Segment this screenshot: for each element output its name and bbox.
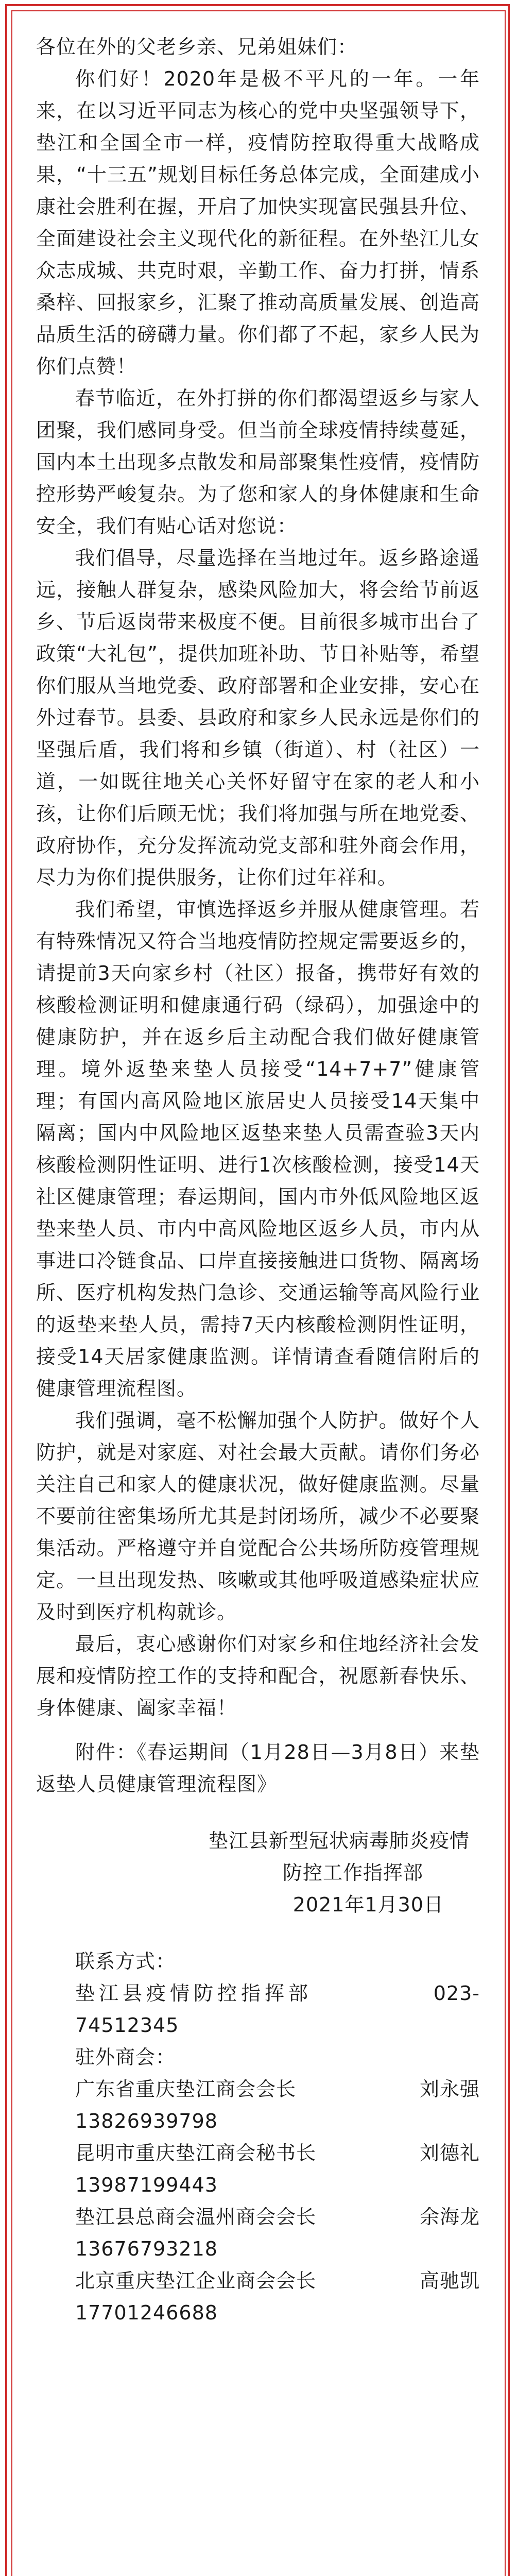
contact-name: 刘永强 [419, 2078, 480, 2100]
contact-phone: 13987199443 [75, 2174, 218, 2196]
contact-phone: 17701246688 [75, 2301, 218, 2324]
contact-org: 广东省重庆垫江商会会长 [75, 2078, 297, 2100]
contact-item [36, 2073, 480, 2105]
contacts-heading: 联系方式： [75, 1950, 176, 1973]
contact-org: 昆明市重庆垫江商会秘书长 [75, 2142, 317, 2164]
paragraph-2: 春节临近，在外打拼的你们都渴望返乡与家人团聚，我们感同身受。但当前全球疫情持续蔓延，国内本土出现多点散发和局部聚集性疫情，疫情防控形势严峻复杂。为了您和家人的身体健康和生命安全，我们有贴心话对您说： [36, 387, 480, 537]
hq-phone-rest: 74512345 [75, 2014, 179, 2037]
contact-phone: 13826939798 [75, 2110, 218, 2132]
signature-line-2: 防控工作指挥部 [282, 1861, 423, 1884]
salutation: 各位在外的父老乡亲、兄弟姐妹们： [36, 36, 358, 58]
contact-item [36, 2201, 480, 2233]
signature-date: 2021年1月30日 [292, 1893, 444, 1916]
letter-body [36, 31, 480, 2329]
contact-name: 刘德礼 [419, 2142, 480, 2164]
contact-item [36, 2265, 480, 2297]
paragraph-3: 我们倡导，尽量选择在当地过年。返乡路途遥远，接触人群复杂，感染风险加大，将会给节前返乡、节后返岗带来极度不便。目前很多城市出台了政策“大礼包”，提供加班补助、节日补贴等，希望你们服从当地党委、政府部署和企业安排，安心在外过春节。县委、县政府和家乡人民永远是你们的坚强后盾，我们将和乡镇（街道）、村（社区）一道，一如既往地关心关怀好留守在家的老人和小孩，让你们后顾无忧；我们将加强与所在地党委、政府协作，充分发挥流动党支部和驻外商会作用，尽力为你们提供服务，让你们过年祥和。 [36, 547, 480, 889]
contact-name: 高驰凯 [419, 2269, 480, 2292]
contact-org: 垫江县总商会温州商会会长 [75, 2206, 317, 2228]
paragraph-4: 我们希望，审慎选择返乡并服从健康管理。若有特殊情况又符合当地疫情防控规定需要返乡的，请提前3天向家乡村（社区）报备，携带好有效的核酸检测证明和健康通行码（绿码），加强途中的健康防护，并在返乡后主动配合我们做好健康管理。境外返垫来垫人员接受“14+7+7”健康管理；有国内高风险地区旅居史人员接受14天集中隔离；国内中风险地区返垫来垫人员需查验3天内核酸检测阴性证明、进行1次核酸检测，接受14天社区健康管理；春运期间，国内市外低风险地区返垫来垫人员、市内中高风险地区返乡人员，市内从事进口冷链食品、口岸直接接触进口货物、隔离场所、医疗机构发热门急诊、交通运输等高风险行业的返垫来垫人员，需持7天内核酸检测阴性证明，接受14天居家健康监测。详情请查看随信附后的健康管理流程图。 [36, 898, 480, 1400]
hq-phone-part: 023- [433, 1982, 480, 2005]
contact-org: 北京重庆垫江企业商会会长 [75, 2269, 317, 2292]
paragraph-6: 最后，衷心感谢你们对家乡和住地经济社会发展和疫情防控工作的支持和配合，祝愿新春快乐、身体健康、阖家幸福！ [36, 1633, 480, 1719]
paragraph-5: 我们强调，毫不松懈加强个人防护。做好个人防护，就是对家庭、对社会最大贡献。请你们务必关注自己和家人的健康状况，做好健康监测。尽量不要前往密集场所尤其是封闭场所，减少不必要聚集活动。严格遵守并自觉配合公共场所防疫管理规定。一旦出现发热、咳嗽或其他呼吸道感染症状应及时到医疗机构就诊。 [36, 1409, 480, 1623]
paragraph-1: 你们好！2020年是极不平凡的一年。一年来，在以习近平同志为核心的党中央坚强领导下，垫江和全国全市一样，疫情防控取得重大战略成果，“十三五”规划目标任务总体完成，全面建成小康社会胜利在握，开启了加快实现富民强县升位、全面建设社会主义现代化的新征程。在外垫江儿女众志成城、共克时艰，辛勤工作、奋力打拼，情系桑梓、回报家乡，汇聚了推动高质量发展、创造高品质生活的磅礴力量。你们都了不起，家乡人民为你们点赞！ [36, 67, 480, 378]
contact-phone: 13676793218 [75, 2238, 218, 2260]
signature-line-1: 垫江县新型冠状病毒肺炎疫情 [208, 1829, 470, 1852]
hq-label: 垫江县疫情防控指挥部 [75, 1982, 313, 2005]
chamber-heading: 驻外商会： [75, 2046, 176, 2069]
contact-name: 余海龙 [419, 2206, 480, 2228]
attachment-note: 附件：《春运期间（1月28日—3月8日）来垫返垫人员健康管理流程图》 [36, 1741, 480, 1795]
contact-item [36, 2137, 480, 2169]
